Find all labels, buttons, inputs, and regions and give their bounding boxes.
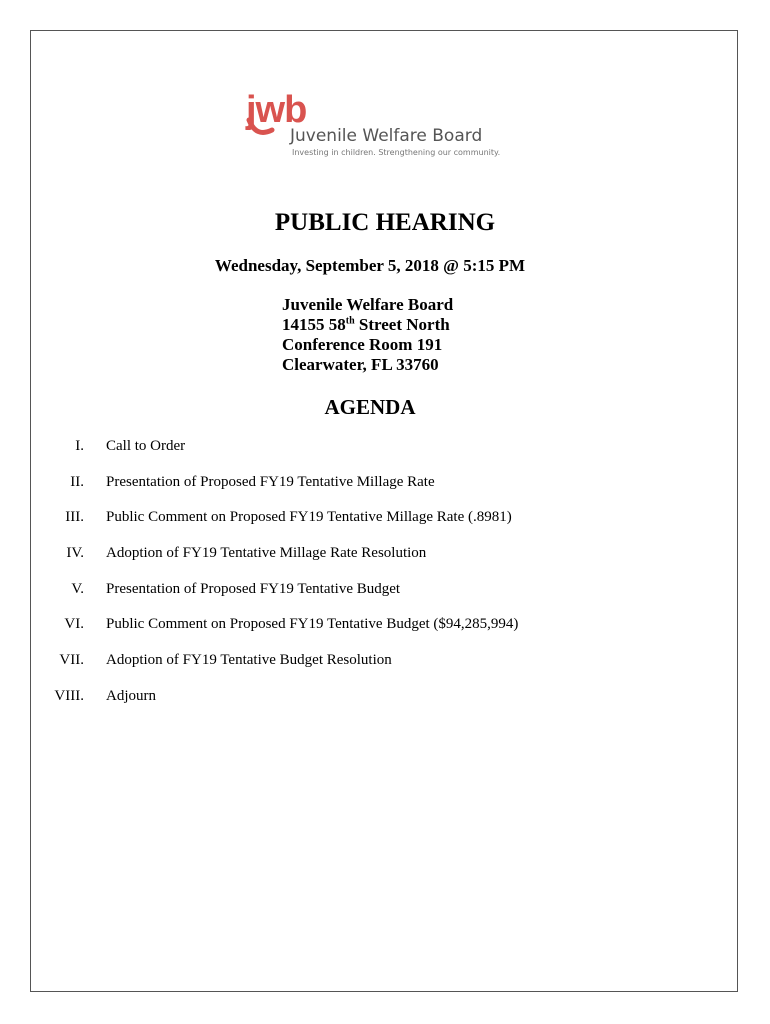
logo-mark: jwb bbox=[246, 89, 307, 131]
agenda-numeral: II. bbox=[70, 473, 84, 490]
address-line-1: Juvenile Welfare Board bbox=[282, 295, 454, 314]
agenda-numeral: IV. bbox=[66, 545, 84, 562]
address-line-2: 14155 58th Street North bbox=[282, 315, 450, 334]
meeting-address bbox=[282, 295, 453, 375]
agenda-numeral: I. bbox=[75, 438, 84, 454]
agenda-item bbox=[0, 436, 740, 472]
agenda-heading: AGENDA bbox=[324, 395, 416, 419]
jwb-logo bbox=[246, 89, 506, 166]
agenda-numeral: VIII. bbox=[54, 687, 84, 704]
agenda-item bbox=[0, 543, 740, 579]
agenda-text: Adoption of FY19 Tentative Millage Rate Resolution bbox=[106, 545, 427, 562]
agenda-text: Adoption of FY19 Tentative Budget Resolution bbox=[106, 652, 392, 669]
agenda-item bbox=[0, 579, 740, 615]
agenda-numeral: V. bbox=[71, 580, 84, 597]
meeting-datetime: Wednesday, September 5, 2018 @ 5:15 PM bbox=[214, 256, 526, 275]
agenda-text: Presentation of Proposed FY19 Tentative Budget bbox=[106, 580, 401, 597]
agenda-item bbox=[0, 614, 740, 650]
agenda-text: Presentation of Proposed FY19 Tentative Millage Rate bbox=[106, 473, 435, 490]
agenda-text: Call to Order bbox=[106, 438, 186, 454]
smile-icon bbox=[246, 116, 290, 140]
agenda-item bbox=[0, 650, 740, 686]
logo-tagline: Investing in children. Strengthening our community. bbox=[292, 148, 501, 157]
agenda-numeral: VII. bbox=[59, 652, 84, 669]
address-line-4: Clearwater, FL 33760 bbox=[282, 355, 439, 374]
agenda-item bbox=[0, 472, 740, 508]
agenda-item bbox=[0, 507, 740, 543]
page-title: PUBLIC HEARING bbox=[274, 209, 496, 236]
agenda-text: Public Comment on Proposed FY19 Tentative Millage Rate (.8981) bbox=[106, 509, 512, 526]
agenda-item bbox=[0, 686, 740, 722]
agenda-numeral: III. bbox=[65, 509, 84, 526]
agenda-text: Adjourn bbox=[106, 687, 156, 704]
logo-name: Juvenile Welfare Board bbox=[290, 126, 483, 146]
address-line-3: Conference Room 191 bbox=[282, 335, 443, 354]
agenda-text: Public Comment on Proposed FY19 Tentative Budget ($94,285,994) bbox=[106, 616, 519, 633]
agenda-list bbox=[0, 436, 740, 722]
agenda-numeral: VI. bbox=[64, 616, 84, 633]
